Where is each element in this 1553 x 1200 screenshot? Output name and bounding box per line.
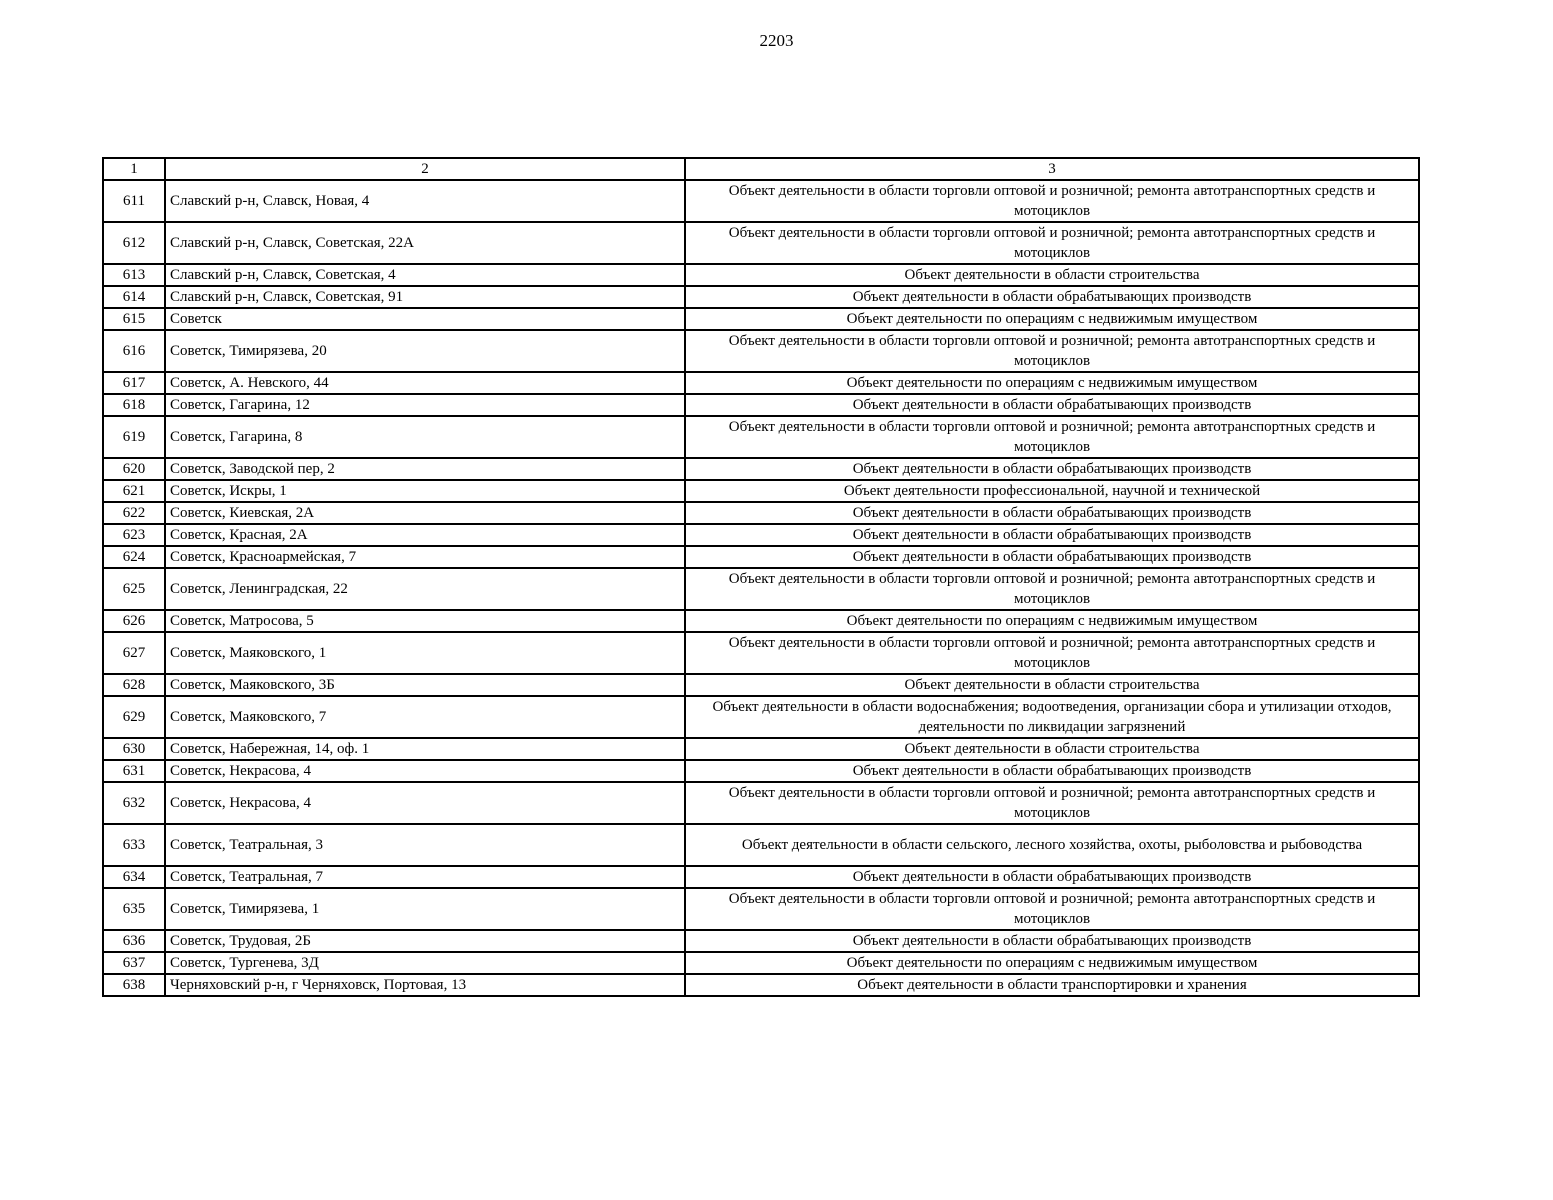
address-cell: Советск, Некрасова, 4 bbox=[165, 782, 685, 824]
address-cell: Советск, Киевская, 2А bbox=[165, 502, 685, 524]
address-cell: Советск, Красная, 2А bbox=[165, 524, 685, 546]
row-number-cell: 629 bbox=[103, 696, 165, 738]
registry-table bbox=[102, 157, 1420, 997]
address-cell: Советск, Искры, 1 bbox=[165, 480, 685, 502]
table-row bbox=[103, 394, 1419, 416]
table-row bbox=[103, 308, 1419, 330]
activity-description-cell: Объект деятельности в области торговли оптовой и розничной; ремонта автотранспортных средств и мотоциклов bbox=[685, 632, 1419, 674]
table-row bbox=[103, 458, 1419, 480]
row-number-cell: 620 bbox=[103, 458, 165, 480]
activity-description-cell: Объект деятельности по операциям с недвижимым имуществом bbox=[685, 308, 1419, 330]
table-row bbox=[103, 416, 1419, 458]
address-cell: Славский р-н, Славск, Советская, 4 bbox=[165, 264, 685, 286]
address-cell: Советск, Маяковского, 1 bbox=[165, 632, 685, 674]
table-row bbox=[103, 674, 1419, 696]
row-number-cell: 615 bbox=[103, 308, 165, 330]
table-row bbox=[103, 180, 1419, 222]
activity-description-cell: Объект деятельности в области обрабатывающих производств bbox=[685, 760, 1419, 782]
activity-description-cell: Объект деятельности в области торговли оптовой и розничной; ремонта автотранспортных средств и мотоциклов bbox=[685, 782, 1419, 824]
activity-description-cell: Объект деятельности в области торговли оптовой и розничной; ремонта автотранспортных средств и мотоциклов bbox=[685, 330, 1419, 372]
table-row bbox=[103, 330, 1419, 372]
table-row bbox=[103, 974, 1419, 996]
column-header-1: 1 bbox=[103, 158, 165, 180]
address-cell: Советск, Набережная, 14, оф. 1 bbox=[165, 738, 685, 760]
activity-description-cell: Объект деятельности в области обрабатывающих производств bbox=[685, 286, 1419, 308]
row-number-cell: 638 bbox=[103, 974, 165, 996]
table-row bbox=[103, 952, 1419, 974]
address-cell: Советск, Ленинградская, 22 bbox=[165, 568, 685, 610]
table-row bbox=[103, 824, 1419, 866]
table-row bbox=[103, 286, 1419, 308]
table-row bbox=[103, 372, 1419, 394]
address-cell: Славский р-н, Славск, Новая, 4 bbox=[165, 180, 685, 222]
row-number-cell: 611 bbox=[103, 180, 165, 222]
table-row bbox=[103, 866, 1419, 888]
row-number-cell: 617 bbox=[103, 372, 165, 394]
activity-description-cell: Объект деятельности профессиональной, научной и технической bbox=[685, 480, 1419, 502]
address-cell: Советск, Некрасова, 4 bbox=[165, 760, 685, 782]
activity-description-cell: Объект деятельности в области сельского, лесного хозяйства, охоты, рыболовства и рыбоводства bbox=[685, 824, 1419, 866]
row-number-cell: 637 bbox=[103, 952, 165, 974]
row-number-cell: 626 bbox=[103, 610, 165, 632]
activity-description-cell: Объект деятельности в области обрабатывающих производств bbox=[685, 930, 1419, 952]
row-number-cell: 635 bbox=[103, 888, 165, 930]
activity-description-cell: Объект деятельности в области строительства bbox=[685, 264, 1419, 286]
table-row bbox=[103, 568, 1419, 610]
table-row bbox=[103, 888, 1419, 930]
activity-description-cell: Объект деятельности в области торговли оптовой и розничной; ремонта автотранспортных средств и мотоциклов bbox=[685, 180, 1419, 222]
address-cell: Советск, Трудовая, 2Б bbox=[165, 930, 685, 952]
table-row bbox=[103, 480, 1419, 502]
address-cell: Советск, Театральная, 3 bbox=[165, 824, 685, 866]
activity-description-cell: Объект деятельности в области торговли оптовой и розничной; ремонта автотранспортных средств и мотоциклов bbox=[685, 568, 1419, 610]
activity-description-cell: Объект деятельности в области водоснабжения; водоотведения, организации сбора и утилизации отходов, деятельности по ликвидации загрязнений bbox=[685, 696, 1419, 738]
row-number-cell: 616 bbox=[103, 330, 165, 372]
row-number-cell: 621 bbox=[103, 480, 165, 502]
row-number-cell: 627 bbox=[103, 632, 165, 674]
address-cell: Советск, Матросова, 5 bbox=[165, 610, 685, 632]
activity-description-cell: Объект деятельности в области обрабатывающих производств bbox=[685, 458, 1419, 480]
address-cell: Советск, Красноармейская, 7 bbox=[165, 546, 685, 568]
activity-description-cell: Объект деятельности по операциям с недвижимым имуществом bbox=[685, 372, 1419, 394]
activity-description-cell: Объект деятельности в области торговли оптовой и розничной; ремонта автотранспортных средств и мотоциклов bbox=[685, 222, 1419, 264]
row-number-cell: 622 bbox=[103, 502, 165, 524]
address-cell: Славский р-н, Славск, Советская, 91 bbox=[165, 286, 685, 308]
row-number-cell: 619 bbox=[103, 416, 165, 458]
table-header-row bbox=[103, 158, 1419, 180]
address-cell: Советск, Тургенева, 3Д bbox=[165, 952, 685, 974]
address-cell: Советск, А. Невского, 44 bbox=[165, 372, 685, 394]
table-row bbox=[103, 632, 1419, 674]
address-cell: Советск bbox=[165, 308, 685, 330]
activity-description-cell: Объект деятельности в области обрабатывающих производств bbox=[685, 524, 1419, 546]
activity-description-cell: Объект деятельности в области торговли оптовой и розничной; ремонта автотранспортных средств и мотоциклов bbox=[685, 416, 1419, 458]
activity-description-cell: Объект деятельности в области обрабатывающих производств bbox=[685, 546, 1419, 568]
row-number-cell: 632 bbox=[103, 782, 165, 824]
table-row bbox=[103, 696, 1419, 738]
address-cell: Советск, Маяковского, 3Б bbox=[165, 674, 685, 696]
row-number-cell: 633 bbox=[103, 824, 165, 866]
activity-description-cell: Объект деятельности в области обрабатывающих производств bbox=[685, 394, 1419, 416]
address-cell: Советск, Театральная, 7 bbox=[165, 866, 685, 888]
row-number-cell: 636 bbox=[103, 930, 165, 952]
table-row bbox=[103, 264, 1419, 286]
row-number-cell: 612 bbox=[103, 222, 165, 264]
page-number: 2203 bbox=[759, 31, 794, 50]
activity-description-cell: Объект деятельности в области строительства bbox=[685, 674, 1419, 696]
row-number-cell: 628 bbox=[103, 674, 165, 696]
activity-description-cell: Объект деятельности в области транспортировки и хранения bbox=[685, 974, 1419, 996]
activity-description-cell: Объект деятельности в области торговли оптовой и розничной; ремонта автотранспортных средств и мотоциклов bbox=[685, 888, 1419, 930]
row-number-cell: 624 bbox=[103, 546, 165, 568]
table-row bbox=[103, 760, 1419, 782]
address-cell: Советск, Заводской пер, 2 bbox=[165, 458, 685, 480]
address-cell: Советск, Гагарина, 12 bbox=[165, 394, 685, 416]
row-number-cell: 631 bbox=[103, 760, 165, 782]
table-row bbox=[103, 930, 1419, 952]
row-number-cell: 613 bbox=[103, 264, 165, 286]
activity-description-cell: Объект деятельности в области обрабатывающих производств bbox=[685, 502, 1419, 524]
column-header-3: 3 bbox=[685, 158, 1419, 180]
address-cell: Советск, Тимирязева, 20 bbox=[165, 330, 685, 372]
column-header-2: 2 bbox=[165, 158, 685, 180]
row-number-cell: 618 bbox=[103, 394, 165, 416]
activity-description-cell: Объект деятельности в области обрабатывающих производств bbox=[685, 866, 1419, 888]
row-number-cell: 630 bbox=[103, 738, 165, 760]
table-row bbox=[103, 222, 1419, 264]
activity-description-cell: Объект деятельности по операциям с недвижимым имуществом bbox=[685, 610, 1419, 632]
table-row bbox=[103, 610, 1419, 632]
table-row bbox=[103, 782, 1419, 824]
row-number-cell: 623 bbox=[103, 524, 165, 546]
address-cell: Советск, Маяковского, 7 bbox=[165, 696, 685, 738]
address-cell: Славский р-н, Славск, Советская, 22А bbox=[165, 222, 685, 264]
row-number-cell: 625 bbox=[103, 568, 165, 610]
activity-description-cell: Объект деятельности по операциям с недвижимым имуществом bbox=[685, 952, 1419, 974]
address-cell: Советск, Гагарина, 8 bbox=[165, 416, 685, 458]
table-row bbox=[103, 738, 1419, 760]
activity-description-cell: Объект деятельности в области строительства bbox=[685, 738, 1419, 760]
table-row bbox=[103, 524, 1419, 546]
address-cell: Черняховский р-н, г Черняховск, Портовая, 13 bbox=[165, 974, 685, 996]
row-number-cell: 614 bbox=[103, 286, 165, 308]
row-number-cell: 634 bbox=[103, 866, 165, 888]
registry-table-body bbox=[103, 158, 1419, 996]
table-row bbox=[103, 502, 1419, 524]
address-cell: Советск, Тимирязева, 1 bbox=[165, 888, 685, 930]
table-row bbox=[103, 546, 1419, 568]
